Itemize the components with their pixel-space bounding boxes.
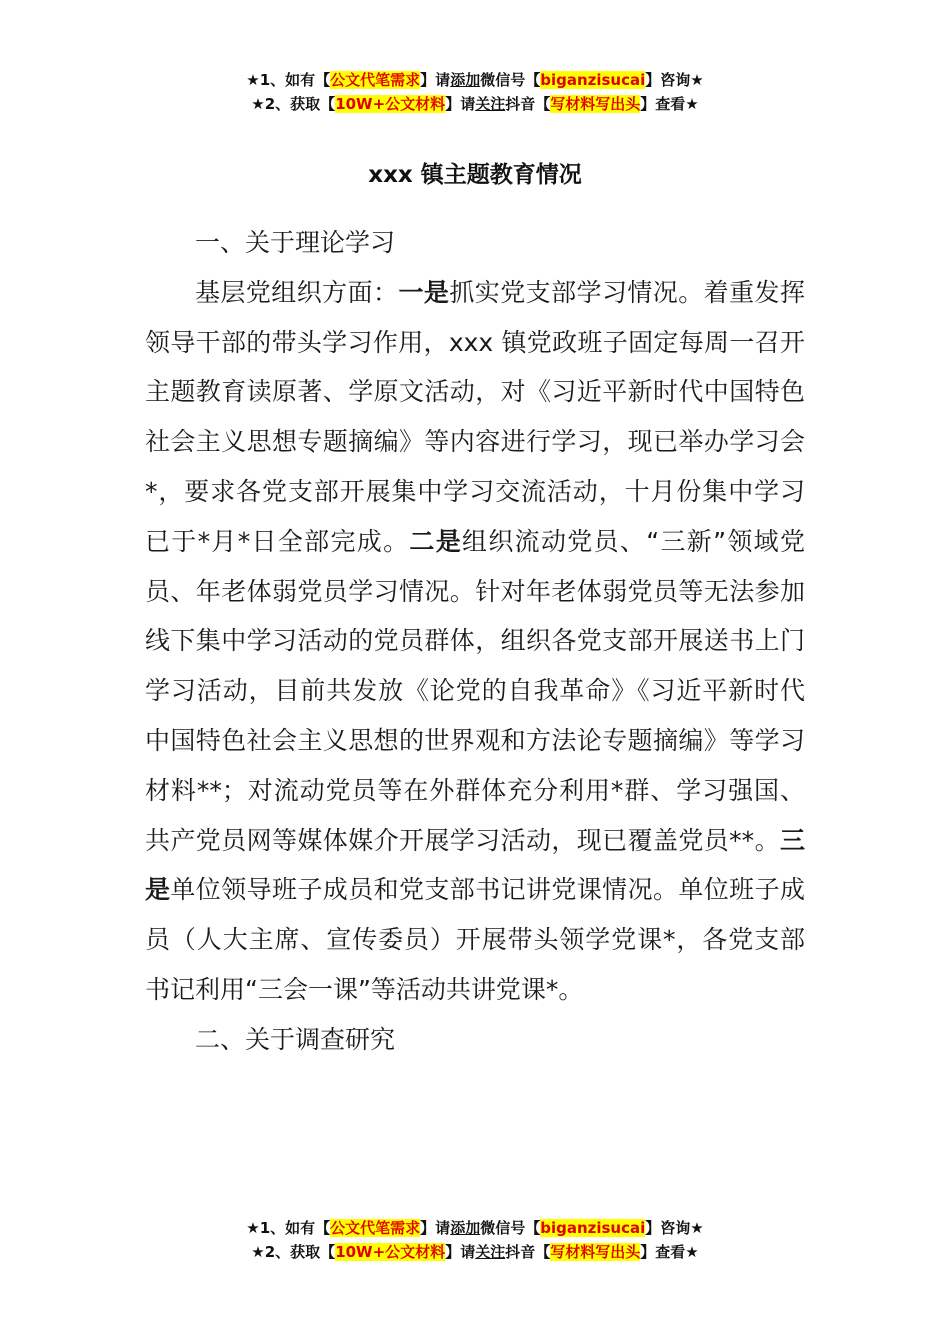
promo-underlined-text: 关注 <box>475 1243 506 1261</box>
promo-banner-top <box>0 68 950 116</box>
promo-line-1 <box>0 1216 950 1240</box>
paragraph-bold: 三是 <box>145 825 805 905</box>
paragraph-text: 组织流动党员、“三新”领域党员、年老体弱党员学习情况。针对年老体弱党员等无法参加线下集中学习活动的党员群体，组织各党支部开展送书上门学习活动，目前共发放《论党的自我革命》《习近平新时代中国特色社会主义思想的世界观和方法论专题摘编》等学习材料**；对流动党员等在外群体充分利用*群、学习强国、共产党员网等媒体媒介开展学习活动，现已覆盖党员**。 <box>145 526 805 855</box>
section-heading-2: 二、关于调查研究 <box>195 1024 396 1054</box>
promo-text: 抖音【 <box>505 1243 551 1261</box>
promo-text: 】请 <box>420 71 451 89</box>
paragraph-text: 抓实党支部学习情况。着重发挥领导干部的带头学习作用，xxx 镇党政班子固定每周一召开主题教育读原著、学原文活动，对《习近平新时代中国特色社会主义思想专题摘编》等内容进行学习，现已举办学习会*，要求各党支部开展集中学习交流活动，十月份集中学习已于*月*日全部完成。 <box>145 277 805 556</box>
paragraph-text: 基层党组织方面： <box>195 277 399 307</box>
promo-line-2 <box>0 92 950 116</box>
promo-text: 】请 <box>420 1219 451 1237</box>
promo-text: ★2、获取【 <box>251 1243 336 1261</box>
promo-text: 】咨询★ <box>645 71 704 89</box>
promo-text: 】查看★ <box>640 95 699 113</box>
promo-underlined-text: 关注 <box>475 95 506 113</box>
promo-highlight: 公文代笔需求 <box>330 1219 421 1237</box>
promo-text: 】咨询★ <box>645 1219 704 1237</box>
promo-underlined-text: 添加 <box>450 1219 481 1237</box>
document-title: xxx 镇主题教育情况 <box>368 162 582 188</box>
paragraph-bold: 一是 <box>398 277 450 307</box>
promo-wechat-id: biganzisucai <box>540 71 646 89</box>
document-body <box>145 218 805 1065</box>
promo-text: 微信号【 <box>480 71 541 89</box>
promo-douyin-id: 写材料写出头 <box>550 95 641 113</box>
paragraph-theory-study <box>145 268 805 1015</box>
promo-text: 抖音【 <box>505 95 551 113</box>
promo-text: 】请 <box>445 95 476 113</box>
promo-highlight: 10W+公文材料 <box>335 1243 446 1261</box>
promo-text: ★1、如有【 <box>246 1219 331 1237</box>
promo-text: 】请 <box>445 1243 476 1261</box>
promo-text: ★1、如有【 <box>246 71 331 89</box>
paragraph-text: 单位领导班子成员和党支部书记讲党课情况。单位班子成员（人大主席、宣传委员）开展带头领学党课*，各党支部书记利用“三会一课”等活动共讲党课*。 <box>145 875 805 1004</box>
paragraph-bold: 二是 <box>409 526 463 556</box>
promo-text: 】查看★ <box>640 1243 699 1261</box>
promo-douyin-id: 写材料写出头 <box>550 1243 641 1261</box>
promo-line-1 <box>0 68 950 92</box>
promo-highlight: 10W+公文材料 <box>335 95 446 113</box>
promo-underlined-text: 添加 <box>450 71 481 89</box>
section-heading-1: 一、关于理论学习 <box>195 228 396 257</box>
promo-highlight: 公文代笔需求 <box>330 71 421 89</box>
promo-line-2 <box>0 1240 950 1264</box>
promo-text: ★2、获取【 <box>251 95 336 113</box>
promo-text: 微信号【 <box>480 1219 541 1237</box>
promo-wechat-id: biganzisucai <box>540 1219 646 1237</box>
promo-banner-bottom <box>0 1216 950 1264</box>
